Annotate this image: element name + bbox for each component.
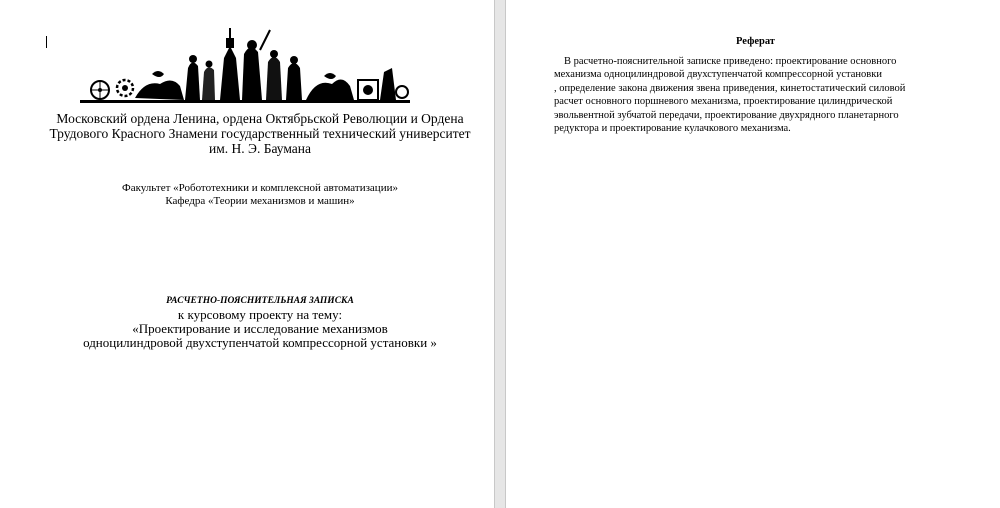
university-line: Московский ордена Ленина, ордена Октябрьской Революции и Ордена <box>56 111 464 126</box>
page-separator <box>494 0 506 508</box>
abstract-line: механизма одноцилиндровой двухступенчатой компрессорной установки <box>554 69 882 81</box>
bauman-emblem-icon <box>80 28 410 108</box>
abstract-body <box>554 55 964 135</box>
university-line: Трудового Красного Знамени государственный технический университет <box>49 126 471 141</box>
abstract-title: Реферат <box>736 36 775 47</box>
note-line: к курсовому проекту на тему: <box>177 307 343 322</box>
abstract-line: редуктора и проектирование кулачкового механизма. <box>554 123 791 135</box>
abstract-line: эвольвентной зубчатой передачи, проектирование двухрядного планетарного <box>554 109 899 121</box>
chair-line: Кафедра «Теории механизмов и машин» <box>165 195 355 207</box>
abstract-line: , определение закона движения звена приведения, кинетостатический силовой <box>554 82 906 94</box>
note-title: РАСЧЕТНО-ПОЯСНИТЕЛЬНАЯ ЗАПИСКА <box>166 296 354 306</box>
text-cursor <box>46 36 47 48</box>
note-line: одноцилиндровой двухступенчатой компрессорной установки » <box>83 335 437 350</box>
abstract-line: В расчетно-пояснительной записке приведено: проектирование основного <box>564 56 897 67</box>
abstract-line: расчет основного поршневого механизма, проектирование цилиндрической <box>554 96 893 108</box>
document-page-left[interactable] <box>0 0 494 508</box>
note-line: «Проектирование и исследование механизмов <box>132 321 388 336</box>
faculty-line: Факультет «Робототехники и комплексной автоматизации» <box>122 182 398 194</box>
department-block <box>30 182 490 208</box>
university-name <box>30 111 490 156</box>
document-page-right[interactable] <box>506 0 1000 508</box>
university-line: им. Н. Э. Баумана <box>209 141 311 156</box>
note-block <box>30 294 490 350</box>
